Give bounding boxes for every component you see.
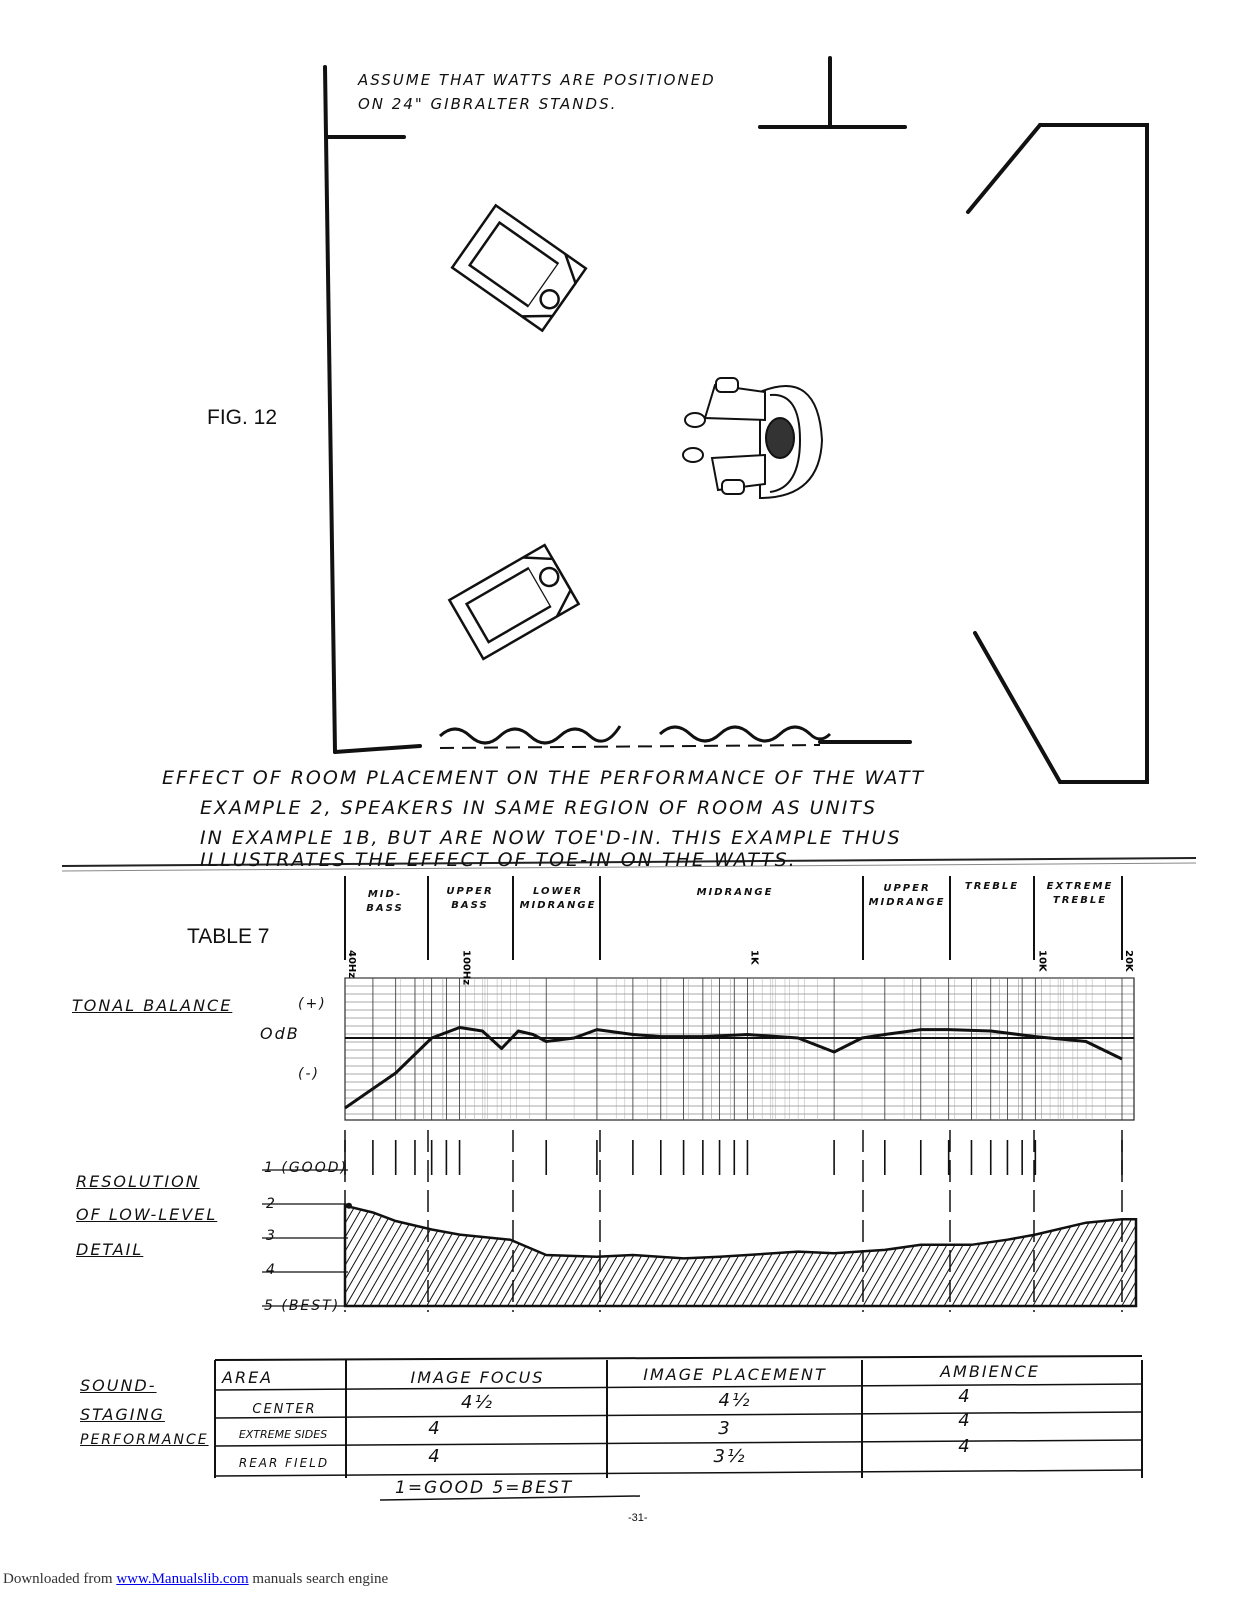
row-area-center: CENTER [252,1402,317,1417]
soundstaging-label-line-1: SOUND- [80,1376,157,1395]
tonal-grid-frame [345,978,1134,1120]
figure-label: FIG. 12 [207,406,278,429]
cell-sides-focus: 4 [428,1418,442,1439]
rating-legend: 1=GOOD 5=BEST [395,1478,574,1498]
caption-line-2: EXAMPLE 2, SPEAKERS IN SAME REGION OF ROOM AS UNITS [200,797,878,819]
cell-center-ambience: 4 [958,1386,972,1407]
resolution-label-line-2: OF LOW-LEVEL [76,1205,218,1224]
band-mid-bass: MID- BASS [366,889,404,914]
page-number: -31- [628,1512,648,1524]
caption-line-4: ILLUSTRATES THE EFFECT OF TOE-IN ON THE WATTS. [200,849,797,871]
tonal-plus-label: (+) [298,996,327,1012]
cell-sides-placement: 3 [718,1418,732,1439]
table-label: TABLE 7 [187,925,270,948]
resolution-scale-3: 3 [266,1228,277,1244]
resolution-label-line-3: DETAIL [76,1240,144,1259]
freq-tick-label: 20K [1123,950,1134,972]
cell-rear-placement: 3½ [713,1446,747,1467]
cell-rear-ambience: 4 [958,1436,972,1457]
table-row-line [215,1470,1142,1476]
row-area-rear-field: REAR FIELD [238,1456,330,1470]
footer-suffix: manuals search engine [248,1571,389,1587]
tonal-balance-chart [345,1028,1122,1109]
tonal-balance-line [345,1028,1122,1109]
tonal-zero-label: OdB [260,1024,300,1043]
table-row-line [215,1356,1142,1360]
cell-center-focus: 4½ [461,1392,494,1413]
resolution-scale-1: 1 (GOOD) [264,1160,348,1176]
resolution-scale-5: 5 (BEST) [264,1298,341,1314]
band-upper-midrange: UPPER MIDRANGE [868,883,946,908]
freq-tick-label: 10K [1036,950,1048,972]
resolution-start-point [346,1203,352,1209]
resolution-chart [262,1170,1136,1306]
header-area: AREA [222,1368,274,1387]
caption-line-3: IN EXAMPLE 1B, BUT ARE NOW TOE'D-IN. THIS EXAMPLE THUS [200,827,902,849]
freq-tick-label: 40Hz [346,950,357,979]
band-extreme-treble: EXTREME TREBLE [1046,881,1114,906]
soundstaging-label-line-3: PERFORMANCE [80,1432,209,1448]
header-image-placement: IMAGE PLACEMENT [643,1365,827,1384]
band-lower-midrange: LOWER MIDRANGE [519,886,597,911]
band-treble: TREBLE [964,881,1020,892]
figure-note-line-2: ON 24" GIBRALTER STANDS. [358,95,618,113]
band-upper-bass: UPPER BASS [446,886,494,911]
cell-center-placement: 4½ [718,1390,752,1411]
footer [3,1571,388,1588]
header-ambience: AMBIENCE [940,1362,1040,1381]
resolution-scale-4: 4 [266,1262,277,1278]
figure-note-line-1: ASSUME THAT WATTS ARE POSITIONED [358,71,716,89]
freq-tick-label: 100Hz [460,950,472,986]
resolution-label-line-1: RESOLUTION [76,1172,200,1191]
soundstaging-label-line-2: STAGING [80,1405,165,1424]
resolution-scale-2: 2 [266,1196,277,1212]
freq-tick-label: 1K [748,950,760,965]
row-area-extreme-sides: EXTREME SIDES [238,1428,328,1441]
manualslib-link[interactable]: www.Manualslib.com [116,1571,249,1587]
header-image-focus: IMAGE FOCUS [410,1368,545,1387]
footer-prefix: Downloaded from [3,1571,117,1587]
resolution-area [345,1206,1136,1306]
tonal-balance-label: TONAL BALANCE [72,996,233,1015]
cell-rear-focus: 4 [428,1446,442,1467]
band-midrange: MIDRANGE [696,887,774,898]
tonal-minus-label: (-) [298,1066,320,1082]
cell-sides-ambience: 4 [958,1410,972,1431]
caption-line-1: EFFECT OF ROOM PLACEMENT ON THE PERFORMANCE OF THE WATT [162,767,926,789]
